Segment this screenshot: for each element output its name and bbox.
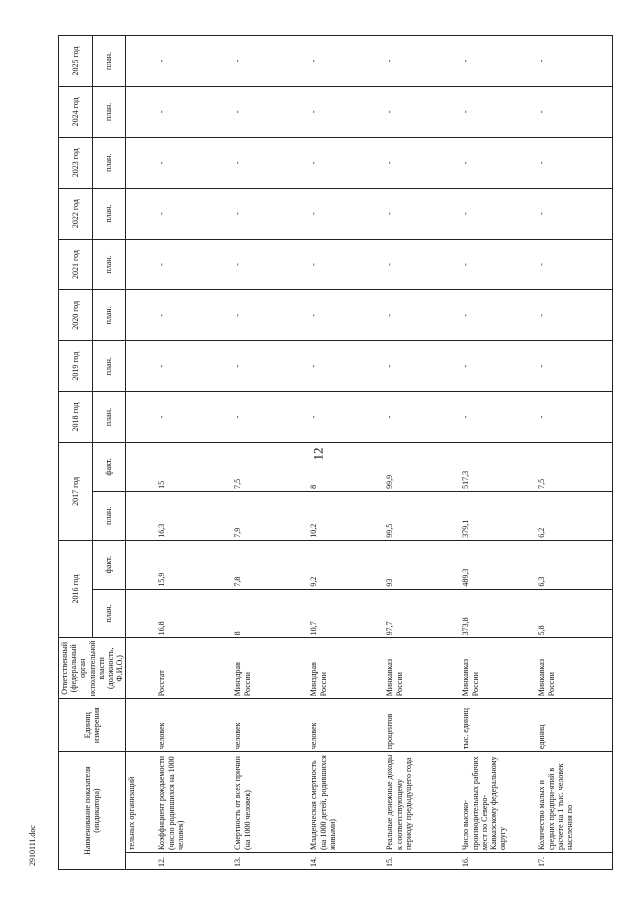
row-number: 15. <box>384 853 460 870</box>
header-2025: 2025 год <box>59 36 93 87</box>
plan-2021: - <box>156 239 232 290</box>
plan-2016: 97,7 <box>384 589 460 638</box>
responsible-org: Минздрав России <box>232 638 308 699</box>
plan-2020: - <box>156 290 232 341</box>
plan-2023: - <box>156 137 232 188</box>
plan-2018: - <box>384 392 460 443</box>
plan-2025: - <box>536 36 613 87</box>
indicator-name: Реальные денежные доходы к соответствующему периоду предыдущего года <box>384 752 460 853</box>
plan-2017: 10,2 <box>308 491 384 540</box>
plan-2024: - <box>156 86 232 137</box>
indicator-table <box>58 35 613 870</box>
fact-2017: 7,5 <box>536 442 613 491</box>
indicator-name: Количество малых и средних предпри-ятий в расчете на 1 тыс. человек населения по <box>536 752 613 853</box>
header-2022-plan: план. <box>92 188 126 239</box>
plan-2019: - <box>232 341 308 392</box>
plan-2017: 7,9 <box>232 491 308 540</box>
plan-2022: - <box>156 188 232 239</box>
plan-2023: - <box>384 137 460 188</box>
fact-2016: 7,8 <box>232 540 308 589</box>
header-2017: 2017 год <box>59 442 93 540</box>
plan-2024: - <box>384 86 460 137</box>
fact-2017: 517,3 <box>460 442 536 491</box>
header-2023: 2023 год <box>59 137 93 188</box>
header-2021-plan: план. <box>92 239 126 290</box>
unit-cell: процентов <box>384 699 460 752</box>
unit-cell: человек <box>308 699 384 752</box>
plan-2021: - <box>460 239 536 290</box>
plan-2017: 16,3 <box>156 491 232 540</box>
responsible-org: Минкавказ России <box>460 638 536 699</box>
table-row <box>460 36 536 870</box>
plan-2022: - <box>384 188 460 239</box>
footer-filename: 2910111.doc <box>28 825 37 866</box>
row-number: 17. <box>536 853 613 870</box>
header-org: Ответственный (федеральный орган исполнительной власти (должность, Ф.И.О.) <box>59 638 126 699</box>
header-2018-plan: план. <box>92 392 126 443</box>
plan-2019: - <box>384 341 460 392</box>
plan-2019: - <box>536 341 613 392</box>
fact-2017: 8 <box>308 442 384 491</box>
plan-2022: - <box>232 188 308 239</box>
indicator-name: Младенческая смертность (на 1000 детей, родившихся живыми) <box>308 752 384 853</box>
fact-2017: 7,5 <box>232 442 308 491</box>
header-2017-plan: план. <box>92 491 126 540</box>
fact-2017: 15 <box>156 442 232 491</box>
table-row-continuation <box>126 36 157 870</box>
plan-2022: - <box>536 188 613 239</box>
plan-2025: - <box>384 36 460 87</box>
header-2019: 2019 год <box>59 341 93 392</box>
table-row <box>308 36 384 870</box>
header-2025-plan: план. <box>92 36 126 87</box>
plan-2025: - <box>156 36 232 87</box>
header-2016-plan: план. <box>92 589 126 638</box>
header-2024: 2024 год <box>59 86 93 137</box>
unit-cell: человек <box>232 699 308 752</box>
unit-cell: человек <box>156 699 232 752</box>
row-number: 12. <box>156 853 232 870</box>
header-2023-plan: план. <box>92 137 126 188</box>
fact-2017: 99,9 <box>384 442 460 491</box>
header-name: Наименование показателя (индикатора) <box>59 752 126 870</box>
header-2021: 2021 год <box>59 239 93 290</box>
table-row <box>232 36 308 870</box>
plan-2016: 373,8 <box>460 589 536 638</box>
row-number: 16. <box>460 853 536 870</box>
page-number: 12 <box>310 447 326 461</box>
header-2016: 2016 год <box>59 540 93 638</box>
plan-2020: - <box>232 290 308 341</box>
plan-2019: - <box>308 341 384 392</box>
fact-2016: 93 <box>384 540 460 589</box>
responsible-org: Росстат <box>156 638 232 699</box>
indicator-table-sheet <box>58 35 574 870</box>
plan-2025: - <box>232 36 308 87</box>
plan-2018: - <box>308 392 384 443</box>
responsible-org: Минкавказ России <box>536 638 613 699</box>
plan-2016: 5,8 <box>536 589 613 638</box>
table-row <box>384 36 460 870</box>
plan-2020: - <box>460 290 536 341</box>
plan-2019: - <box>460 341 536 392</box>
plan-2023: - <box>460 137 536 188</box>
plan-2023: - <box>536 137 613 188</box>
fact-2016: 9,2 <box>308 540 384 589</box>
header-2020: 2020 год <box>59 290 93 341</box>
plan-2022: - <box>308 188 384 239</box>
responsible-org: Минздрав России <box>308 638 384 699</box>
plan-2025: - <box>308 36 384 87</box>
header-2018: 2018 год <box>59 392 93 443</box>
plan-2024: - <box>536 86 613 137</box>
plan-2021: - <box>232 239 308 290</box>
fact-2016: 6,3 <box>536 540 613 589</box>
plan-2020: - <box>536 290 613 341</box>
unit-cell: единиц <box>536 699 613 752</box>
plan-2018: - <box>460 392 536 443</box>
row-number: 13. <box>232 853 308 870</box>
plan-2018: - <box>232 392 308 443</box>
header-2020-plan: план. <box>92 290 126 341</box>
plan-2018: - <box>156 392 232 443</box>
plan-2016: 16,8 <box>156 589 232 638</box>
row-number: 14. <box>308 853 384 870</box>
header-unit: Единиц измерения <box>59 699 126 752</box>
plan-2021: - <box>384 239 460 290</box>
header-2016-fact: факт. <box>92 540 126 589</box>
plan-2019: - <box>156 341 232 392</box>
indicator-name: Число высоко-производительных рабочих мест по Северо-Кавказскому федеральному округу <box>460 752 536 853</box>
header-2019-plan: план. <box>92 341 126 392</box>
plan-2020: - <box>308 290 384 341</box>
indicator-name: Смертность от всех причин (на 1000 человек) <box>232 752 308 853</box>
indicator-name: Коэффициент рождаемости (число родившихся на 1000 человек) <box>156 752 232 853</box>
header-2017-fact: факт. <box>92 442 126 491</box>
plan-2024: - <box>308 86 384 137</box>
plan-2022: - <box>460 188 536 239</box>
plan-2023: - <box>308 137 384 188</box>
plan-2017: 6,2 <box>536 491 613 540</box>
header-2022: 2022 год <box>59 188 93 239</box>
plan-2017: 99,5 <box>384 491 460 540</box>
header-2024-plan: план. <box>92 86 126 137</box>
unit-cell: тыс. единиц <box>460 699 536 752</box>
continuation-text: тельных организаций <box>126 752 157 853</box>
plan-2016: 8 <box>232 589 308 638</box>
plan-2016: 10,7 <box>308 589 384 638</box>
plan-2018: - <box>536 392 613 443</box>
fact-2016: 489,3 <box>460 540 536 589</box>
plan-2020: - <box>384 290 460 341</box>
plan-2023: - <box>232 137 308 188</box>
plan-2024: - <box>460 86 536 137</box>
responsible-org: Минкавказ России <box>384 638 460 699</box>
table-row <box>536 36 613 870</box>
fact-2016: 15,9 <box>156 540 232 589</box>
plan-2025: - <box>460 36 536 87</box>
table-row <box>156 36 232 870</box>
plan-2021: - <box>308 239 384 290</box>
plan-2017: 379,1 <box>460 491 536 540</box>
plan-2021: - <box>536 239 613 290</box>
plan-2024: - <box>232 86 308 137</box>
